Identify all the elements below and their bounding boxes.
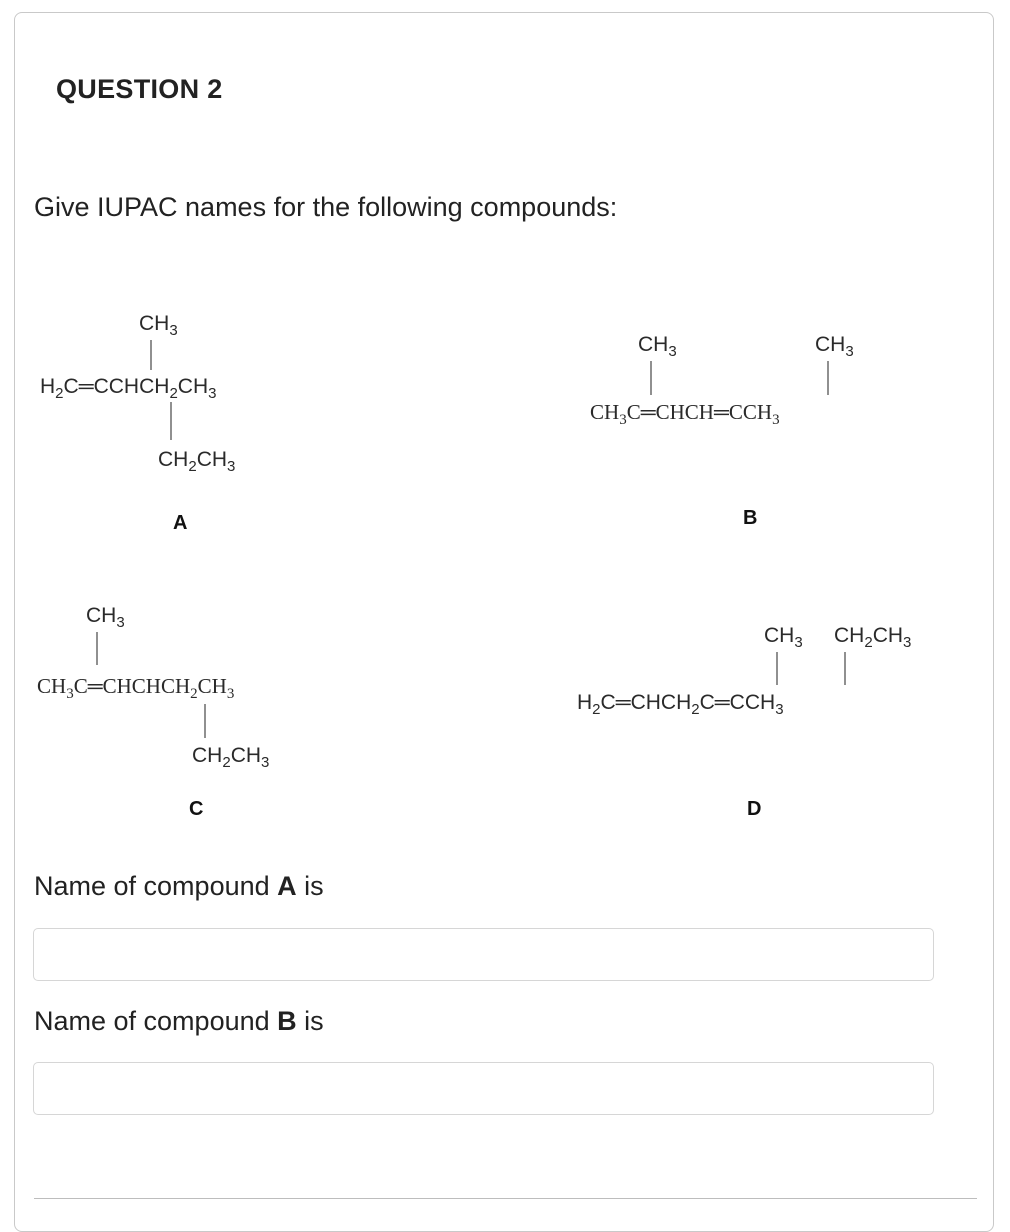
structure-b xyxy=(590,333,854,529)
structure-d-main-chain: $H_2C═CHCH_2C═CCH_3$ xyxy=(577,691,784,718)
compound-b-letter: B xyxy=(277,1006,297,1036)
question-title: QUESTION 2 xyxy=(56,74,223,104)
structure-a-main-chain: $H_2C═CCHCH_2CH_3$ xyxy=(40,375,217,402)
structure-a xyxy=(40,312,235,534)
compound-a-prefix: Name of compound xyxy=(34,871,270,901)
compound-a-letter: A xyxy=(277,871,297,901)
compound-a-answer-input[interactable] xyxy=(33,928,934,981)
compound-b-prefix: Name of compound xyxy=(34,1006,270,1036)
section-divider xyxy=(34,1198,977,1199)
structure-c-main-chain: $CH_3C═CHCHCH_2CH_3$ xyxy=(37,674,235,702)
structure-d-left-substituent: $CH_3$ xyxy=(764,624,803,651)
structure-b-label: B xyxy=(743,507,758,529)
structure-c-label: C xyxy=(189,798,204,820)
structure-c-top-substituent: $CH_3$ xyxy=(86,604,125,631)
structure-a-label: A xyxy=(173,512,188,534)
compound-b-answer-input[interactable] xyxy=(33,1062,934,1115)
structure-b-main-chain: $CH_3C═CHCH═CCH_3$ xyxy=(590,400,780,428)
question-prompt: Give IUPAC names for the following compounds: xyxy=(34,192,618,222)
structure-b-left-substituent: $CH_3$ xyxy=(638,333,677,360)
compound-a-suffix: is xyxy=(304,871,324,901)
structure-a-bottom-substituent: $CH_2CH_3$ xyxy=(158,448,236,475)
structure-a-top-substituent: $CH_3$ xyxy=(139,312,178,339)
structure-c xyxy=(37,604,269,820)
structure-d-right-substituent: $CH_2CH_3$ xyxy=(834,624,912,651)
compound-b-question xyxy=(34,1006,324,1037)
structure-d-label: D xyxy=(747,798,762,820)
compound-a-question xyxy=(34,871,324,902)
structure-c-bottom-substituent: $CH_2CH_3$ xyxy=(192,744,270,771)
compound-b-suffix: is xyxy=(304,1006,324,1036)
structure-b-right-substituent: $CH_3$ xyxy=(815,333,854,360)
structure-d xyxy=(577,624,911,820)
